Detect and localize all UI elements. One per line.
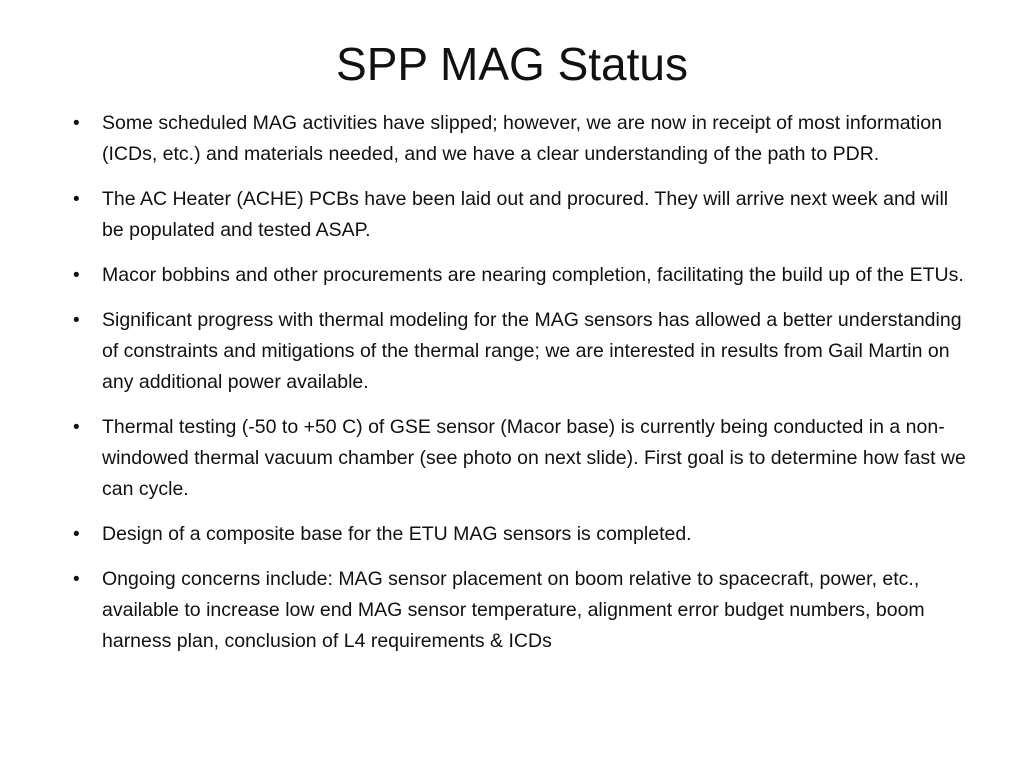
- bullet-dot-icon: •: [73, 310, 80, 331]
- bullet-dot-icon: •: [73, 189, 80, 210]
- bullet-item: [70, 519, 970, 550]
- bullet-text: Design of a composite base for the ETU MAG sensors is completed.: [102, 523, 692, 545]
- bullet-text: The AC Heater (ACHE) PCBs have been laid out and procured. They will arrive next week and will be populated and tested ASAP.: [102, 188, 949, 241]
- bullet-dot-icon: •: [73, 569, 80, 590]
- bullet-item: [70, 108, 970, 170]
- bullet-text: Macor bobbins and other procurements are nearing completion, facilitating the build up of the ETUs.: [102, 264, 964, 286]
- bullet-text: Ongoing concerns include: MAG sensor placement on boom relative to spacecraft, power, etc., available to increase low end MAG sensor temperature, alignment error budget numbers, boom harness plan, conclusion of L4 requirements & ICDs: [102, 568, 925, 652]
- bullet-item: [70, 305, 970, 398]
- bullet-text: Some scheduled MAG activities have slipped; however, we are now in receipt of most information (ICDs, etc.) and materials needed, and we have a clear understanding of the path to PDR.: [102, 112, 942, 165]
- bullet-item: [70, 184, 970, 246]
- slide-title: SPP MAG Status: [336, 38, 688, 90]
- bullet-item: [70, 412, 970, 505]
- bullet-dot-icon: •: [73, 417, 80, 438]
- bullet-dot-icon: •: [73, 524, 80, 545]
- bullet-dot-icon: •: [73, 113, 80, 134]
- bullet-item: [70, 564, 970, 657]
- bullet-item: [70, 260, 970, 291]
- bullet-list: [70, 108, 970, 671]
- bullet-text: Significant progress with thermal modeling for the MAG sensors has allowed a better understanding of constraints and mitigations of the thermal range; we are interested in results from Gail Martin on any additional power available.: [102, 309, 962, 393]
- bullet-dot-icon: •: [73, 265, 80, 286]
- bullet-text: Thermal testing (-50 to +50 C) of GSE sensor (Macor base) is currently being conducted in a non-windowed thermal vacuum chamber (see photo on next slide). First goal is to determine how fast we can cycle.: [102, 416, 966, 500]
